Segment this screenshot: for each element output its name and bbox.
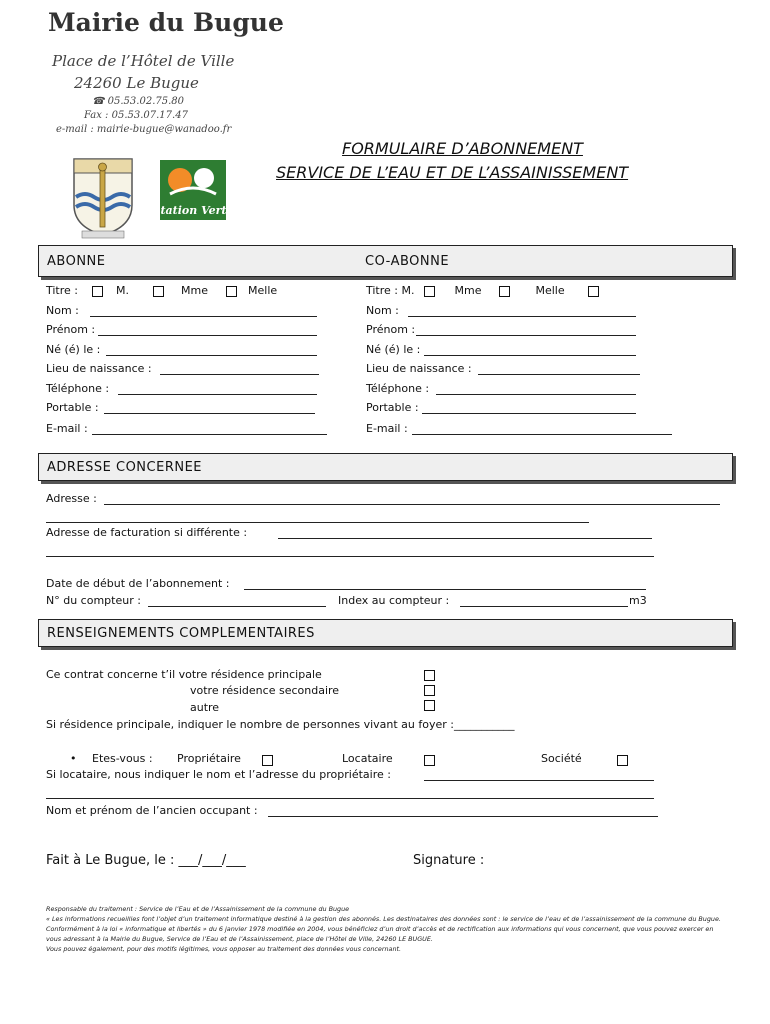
coabonne-prenom-label: Prénom : bbox=[366, 323, 416, 336]
coabonne-prenom-field[interactable] bbox=[416, 335, 636, 336]
proprietaire-field[interactable] bbox=[424, 780, 654, 781]
footer-line-3: Conformément à la loi « informatique et libertés » du 6 janvier 1978 modifiée en 2004, vous bénéficiez d’un droit d’accès et de rectification aux informations qui vous concernent, que vous pouvez exercer en vous adressant à la Mairie du Bugue, Service de l’Eau et de l’Assainissement, place de l’Hôtel de Ville, 24260 LE BUGUE. bbox=[46, 925, 714, 943]
coabonne-tel-label: Téléphone : bbox=[366, 382, 430, 395]
coabonne-portable-field[interactable] bbox=[422, 413, 636, 414]
coabonne-tel-field[interactable] bbox=[436, 394, 636, 395]
fait-a-label: Fait à Le Bugue, le : ___/___/___ bbox=[46, 853, 246, 868]
coabonne-portable-label: Portable : bbox=[366, 401, 419, 414]
signature-label: Signature : bbox=[413, 853, 485, 868]
personnes-label: Si résidence principale, indiquer le nombre de personnes vivant au foyer :___________ bbox=[46, 718, 515, 731]
residence-principale-checkbox[interactable] bbox=[424, 670, 435, 681]
abonne-lieu-label: Lieu de naissance : bbox=[46, 362, 152, 375]
abonne-prenom-label: Prénom : bbox=[46, 323, 96, 336]
coabonne-m-checkbox[interactable] bbox=[424, 286, 435, 297]
abonne-mme-checkbox[interactable] bbox=[153, 286, 164, 297]
phone-number: 05.53.02.75.80 bbox=[107, 96, 184, 107]
coabonne-titre-label: Titre : M. bbox=[366, 284, 415, 297]
station-verte-logo bbox=[152, 160, 234, 220]
abonne-portable-label: Portable : bbox=[46, 401, 99, 414]
abonne-m-checkbox[interactable] bbox=[92, 286, 103, 297]
compteur-label: N° du compteur : bbox=[46, 594, 141, 607]
si-locataire-label: Si locataire, nous indiquer le nom et l’adresse du propriétaire : bbox=[46, 768, 391, 781]
fax-line: Fax : 05.53.07.17.47 bbox=[84, 110, 188, 121]
coabonne-nom-label: Nom : bbox=[366, 304, 399, 317]
abonne-tel-label: Téléphone : bbox=[46, 382, 110, 395]
abonne-titre-label: Titre : bbox=[46, 284, 79, 297]
societe-label: Société bbox=[541, 752, 582, 765]
adresse-field[interactable] bbox=[104, 504, 720, 505]
renseignements-heading: RENSEIGNEMENTS COMPLEMENTAIRES bbox=[47, 626, 315, 641]
phone-icon: ☎ bbox=[92, 96, 105, 107]
abonne-email-field[interactable] bbox=[92, 434, 327, 435]
coat-of-arms-logo bbox=[68, 155, 138, 240]
footer-line-1: Responsable du traitement : Service de l’Eau et de l’Assainissement de la commune du Bugue bbox=[46, 905, 350, 913]
form-title-1: FORMULAIRE D’ABONNEMENT bbox=[342, 139, 583, 158]
locataire-label: Locataire bbox=[342, 752, 393, 765]
abonne-email-label: E-mail : bbox=[46, 422, 88, 435]
proprietaire-label: Propriétaire bbox=[177, 752, 241, 765]
ancien-occupant-label: Nom et prénom de l’ancien occupant : bbox=[46, 804, 258, 817]
locataire-checkbox[interactable] bbox=[424, 755, 435, 766]
societe-checkbox[interactable] bbox=[617, 755, 628, 766]
bullet: • bbox=[70, 752, 77, 765]
ancien-occupant-field[interactable] bbox=[268, 816, 658, 817]
coabonne-mme-checkbox[interactable] bbox=[499, 286, 510, 297]
compteur-field[interactable] bbox=[148, 606, 326, 607]
residence-secondaire-checkbox[interactable] bbox=[424, 685, 435, 696]
abonne-section-header bbox=[38, 245, 733, 277]
abonne-ne-label: Né (é) le : bbox=[46, 343, 101, 356]
adresse-label: Adresse : bbox=[46, 492, 97, 505]
coabonne-lieu-label: Lieu de naissance : bbox=[366, 362, 472, 375]
index-field[interactable] bbox=[460, 606, 628, 607]
coabonne-ne-field[interactable] bbox=[424, 355, 636, 356]
contrat-label: Ce contrat concerne t’il votre résidence principale bbox=[46, 668, 322, 681]
coabonne-ne-label: Né (é) le : bbox=[366, 343, 421, 356]
index-label: Index au compteur : bbox=[338, 594, 450, 607]
secondaire-label: votre résidence secondaire bbox=[190, 684, 340, 697]
abonne-ne-field[interactable] bbox=[106, 355, 317, 356]
date-debut-field[interactable] bbox=[244, 589, 646, 590]
facturation-field-line2[interactable] bbox=[46, 556, 654, 557]
station-verte-text: Station Verte bbox=[152, 204, 234, 217]
abonne-m-label: M. bbox=[116, 284, 130, 297]
autre-label: autre bbox=[190, 701, 220, 714]
abonne-titre-row bbox=[46, 284, 277, 297]
abonne-prenom-field[interactable] bbox=[98, 335, 317, 336]
coabonne-lieu-field[interactable] bbox=[478, 374, 640, 375]
phone-line bbox=[92, 96, 184, 107]
abonne-nom-field[interactable] bbox=[90, 316, 317, 317]
coabonne-email-label: E-mail : bbox=[366, 422, 408, 435]
footer-line-4: Vous pouvez également, pour des motifs légitimes, vous opposer au traitement des données vous concernant. bbox=[46, 945, 402, 953]
facturation-field[interactable] bbox=[278, 538, 652, 539]
adresse-section-header bbox=[38, 453, 733, 481]
renseignements-section-header bbox=[38, 619, 733, 647]
proprietaire-checkbox[interactable] bbox=[262, 755, 273, 766]
address-line-1: Place de l’Hôtel de Ville bbox=[52, 52, 235, 70]
coabonne-melle-checkbox[interactable] bbox=[588, 286, 599, 297]
mairie-title: Mairie du Bugue bbox=[48, 8, 284, 37]
abonne-melle-label: Melle bbox=[248, 284, 278, 297]
coabonne-titre-row bbox=[366, 284, 599, 297]
coabonne-nom-field[interactable] bbox=[408, 316, 636, 317]
adresse-heading: ADRESSE CONCERNEE bbox=[47, 460, 203, 475]
abonne-tel-field[interactable] bbox=[118, 394, 317, 395]
facturation-label: Adresse de facturation si différente : bbox=[46, 526, 248, 539]
coabonne-mme-label: Mme bbox=[454, 284, 482, 297]
abonne-mme-label: Mme bbox=[181, 284, 208, 297]
email-line: e-mail : mairie-bugue@wanadoo.fr bbox=[56, 124, 232, 135]
address-line-2: 24260 Le Bugue bbox=[74, 74, 199, 92]
index-unit: m3 bbox=[629, 594, 647, 607]
abonne-melle-checkbox[interactable] bbox=[226, 286, 237, 297]
abonne-portable-field[interactable] bbox=[104, 413, 315, 414]
abonne-nom-label: Nom : bbox=[46, 304, 79, 317]
proprietaire-field-line2[interactable] bbox=[46, 798, 654, 799]
etes-vous-label: Etes-vous : bbox=[92, 752, 153, 765]
abonne-heading: ABONNE bbox=[47, 254, 106, 269]
legal-footer bbox=[46, 904, 726, 954]
coabonne-melle-label: Melle bbox=[535, 284, 565, 297]
adresse-field-line2[interactable] bbox=[46, 522, 589, 523]
autre-checkbox[interactable] bbox=[424, 700, 435, 711]
coabonne-heading: CO-ABONNE bbox=[365, 254, 450, 269]
coabonne-email-field[interactable] bbox=[412, 434, 672, 435]
date-debut-label: Date de début de l’abonnement : bbox=[46, 577, 230, 590]
abonne-lieu-field[interactable] bbox=[160, 374, 319, 375]
footer-line-2: « Les informations recueillies font l’objet d’un traitement informatique destiné à la gestion des abonnés. Les destinataires des données sont : le service de l’eau et de l’assainissement de la commune du Bugue. bbox=[46, 915, 721, 923]
form-title-2: SERVICE DE L’EAU ET DE L’ASSAINISSEMENT bbox=[276, 163, 629, 182]
